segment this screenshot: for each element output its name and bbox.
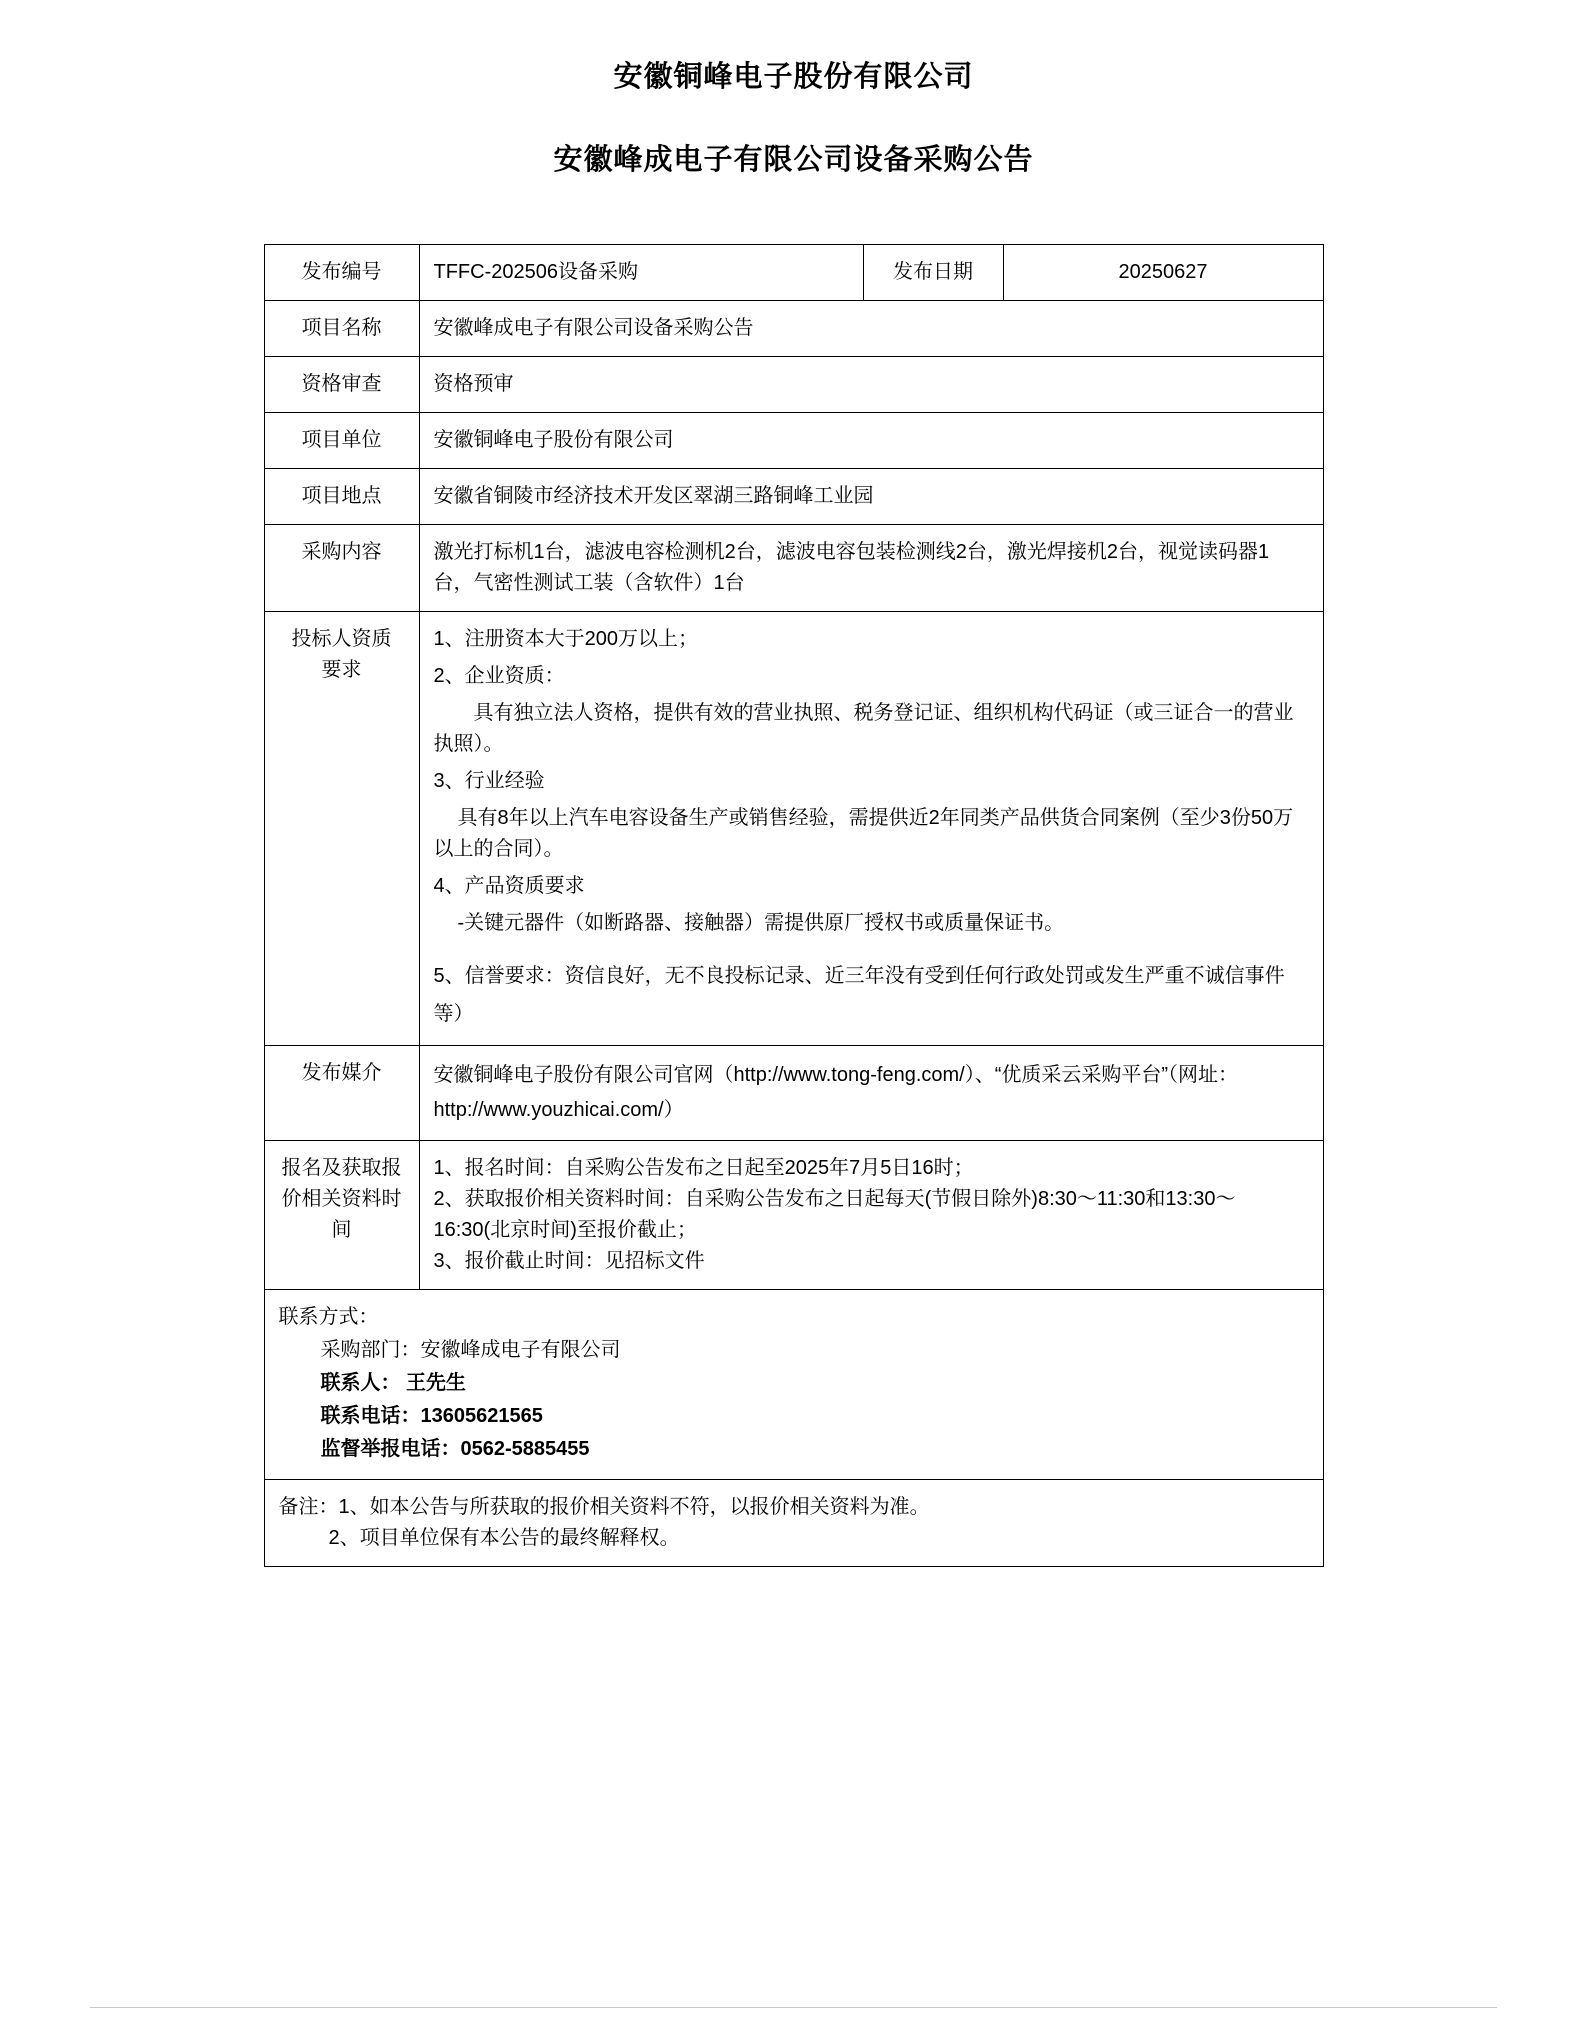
publish-date-label: 发布日期 bbox=[863, 245, 1003, 301]
publish-no-value: TFFC-202506设备采购 bbox=[419, 245, 863, 301]
bidder-qualification-label: 投标人资质要求 bbox=[264, 612, 419, 1046]
table-row bbox=[264, 301, 1323, 357]
contact-department: 采购部门：安徽峰成电子有限公司 bbox=[320, 1339, 621, 1361]
qual-line: 4、产品资质要求 bbox=[433, 875, 585, 897]
purchase-content-label: 采购内容 bbox=[264, 525, 419, 612]
media-text: 安徽铜峰电子股份有限公司官网（http://www.tong-feng.com/）、“优质采云采购平台”（网址： http://www.youzhicai.com/） bbox=[433, 1064, 1239, 1121]
project-unit-value: 安徽铜峰电子股份有限公司 bbox=[419, 413, 1323, 469]
project-unit-label: 项目单位 bbox=[264, 413, 419, 469]
project-site-value: 安徽省铜陵市经济技术开发区翠湖三路铜峰工业园 bbox=[419, 469, 1323, 525]
signup-line: 2、获取报价相关资料时间：自采购公告发布之日起每天(节假日除外)8:30～11:30和13:30～16:30(北京时间)至报价截止； bbox=[433, 1188, 1236, 1241]
signup-line: 1、报名时间：自采购公告发布之日起至2025年7月5日16时； bbox=[433, 1157, 974, 1179]
contact-person: 联系人： 王先生 bbox=[320, 1372, 467, 1394]
purchase-content-value: 激光打标机1台，滤波电容检测机2台，滤波电容包装检测线2台，激光焊接机2台，视觉读码器1台，气密性测试工装（含软件）1台 bbox=[419, 525, 1323, 612]
publish-date-value: 20250627 bbox=[1003, 245, 1323, 301]
qual-line: 3、行业经验 bbox=[433, 770, 545, 792]
note-line-1: 备注：1、如本公告与所获取的报价相关资料不符，以报价相关资料为准。 bbox=[278, 1496, 930, 1518]
signup-line: 3、报价截止时间：见招标文件 bbox=[433, 1250, 705, 1272]
signup-value bbox=[419, 1141, 1323, 1290]
table-row bbox=[264, 1290, 1323, 1480]
qual-line: 1、注册资本大于200万以上； bbox=[433, 628, 698, 650]
table-row bbox=[264, 1480, 1323, 1567]
project-name-value: 安徽峰成电子有限公司设备采购公告 bbox=[419, 301, 1323, 357]
table-row bbox=[264, 413, 1323, 469]
table-row bbox=[264, 1046, 1323, 1141]
qual-line: -关键元器件（如断路器、接触器）需提供原厂授权书或质量保证书。 bbox=[457, 912, 1065, 934]
media-value bbox=[419, 1046, 1323, 1141]
bidder-qualification-value bbox=[419, 612, 1323, 1046]
table-row bbox=[264, 1141, 1323, 1290]
media-label: 发布媒介 bbox=[264, 1046, 419, 1141]
qualification-review-label: 资格审查 bbox=[264, 357, 419, 413]
announcement-table bbox=[264, 244, 1324, 1567]
qual-line: 具有独立法人资格，提供有效的营业执照、税务登记证、组织机构代码证（或三证合一的营业执照）。 bbox=[433, 702, 1294, 755]
qual-line: 2、企业资质： bbox=[433, 665, 565, 687]
project-site-label: 项目地点 bbox=[264, 469, 419, 525]
table-row bbox=[264, 525, 1323, 612]
signup-label: 报名及获取报价相关资料时间 bbox=[264, 1141, 419, 1290]
table-row bbox=[264, 245, 1323, 301]
note-block bbox=[264, 1480, 1323, 1567]
table-row bbox=[264, 612, 1323, 1046]
note-line-2: 2、项目单位保有本公告的最终解释权。 bbox=[328, 1527, 680, 1549]
contact-phone: 联系电话：13605621565 bbox=[320, 1405, 543, 1427]
table-row bbox=[264, 357, 1323, 413]
publish-no-label: 发布编号 bbox=[264, 245, 419, 301]
page-footer-divider bbox=[90, 2007, 1497, 2008]
contact-head: 联系方式： bbox=[278, 1306, 379, 1328]
qual-line: 具有8年以上汽车电容设备生产或销售经验，需提供近2年同类产品供货合同案例（至少3份50万以上的合同）。 bbox=[433, 807, 1294, 860]
contact-block bbox=[264, 1290, 1323, 1480]
project-name-label: 项目名称 bbox=[264, 301, 419, 357]
table-row bbox=[264, 469, 1323, 525]
page-subtitle: 安徽峰成电子有限公司设备采购公告 bbox=[553, 144, 1034, 176]
qual-line: 5、信誉要求：资信良好，无不良投标记录、近三年没有受到任何行政处罚或发生严重不诚信事件等） bbox=[433, 965, 1285, 1025]
contact-report-phone: 监督举报电话：0562-5885455 bbox=[320, 1438, 590, 1460]
qualification-review-value: 资格预审 bbox=[419, 357, 1323, 413]
page-title: 安徽铜峰电子股份有限公司 bbox=[613, 61, 974, 93]
